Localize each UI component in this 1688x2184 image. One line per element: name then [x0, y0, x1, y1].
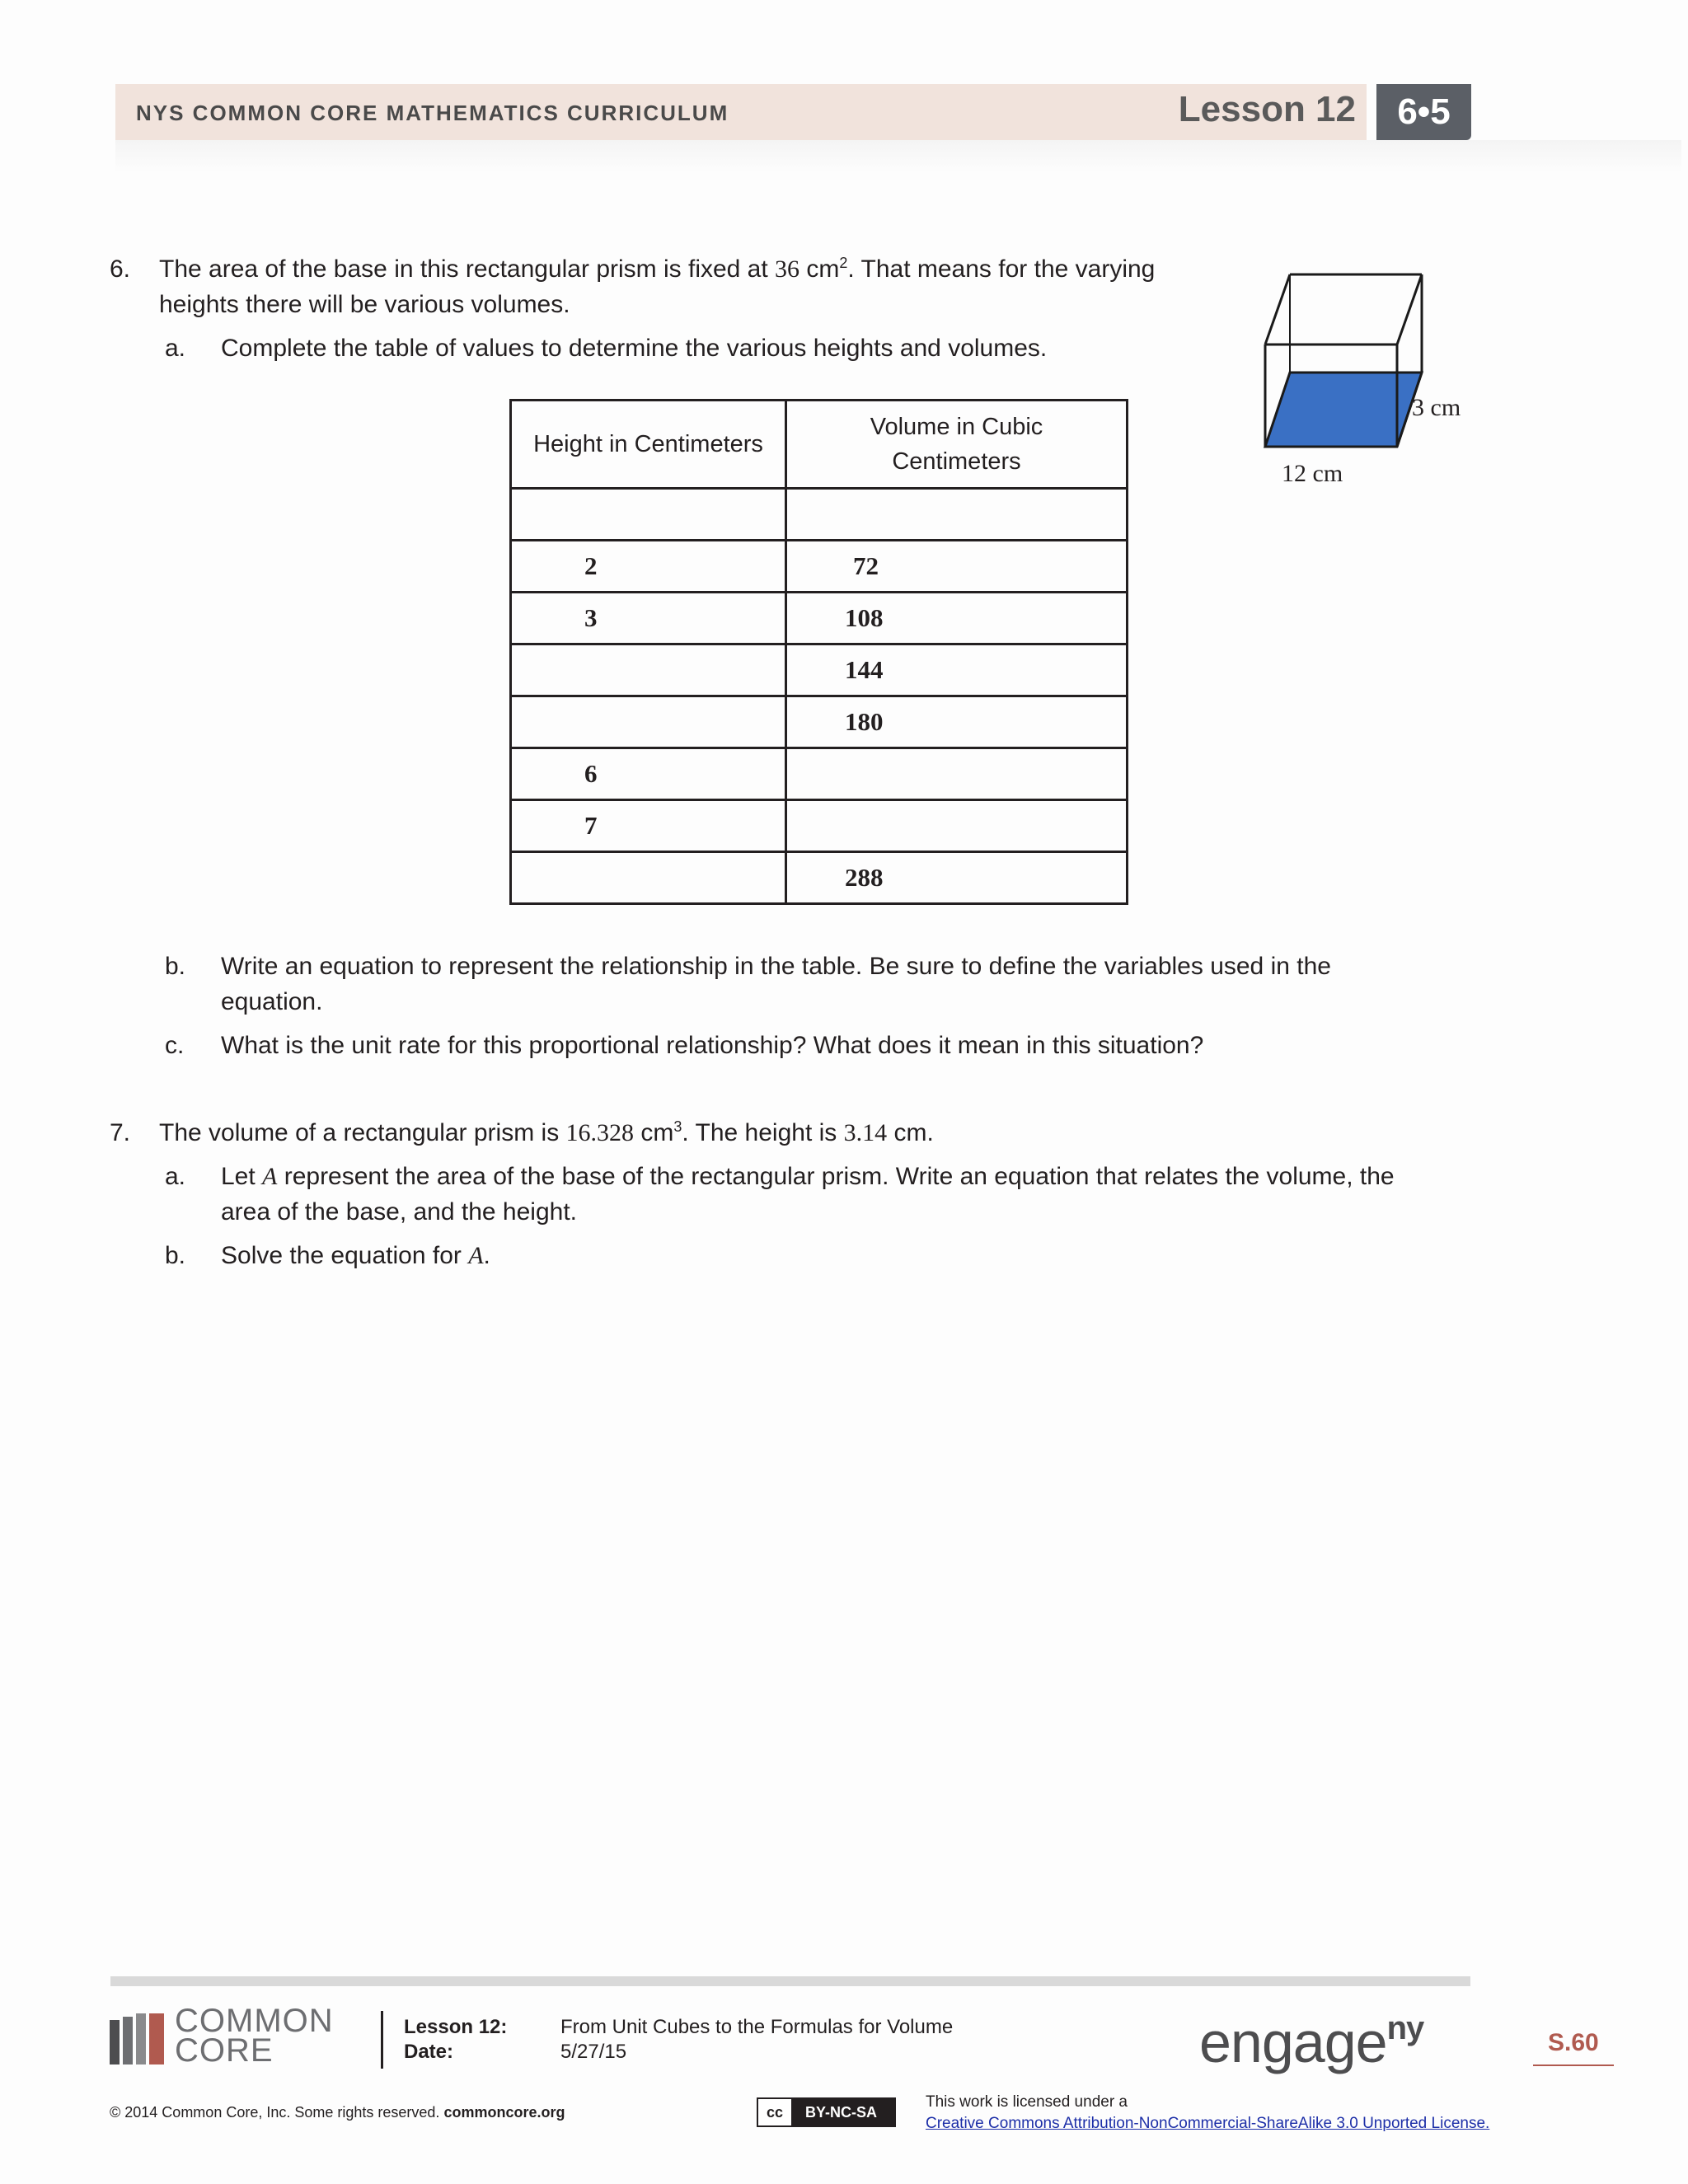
volume-cell: 144 [786, 644, 1128, 696]
q7-number: 7. [110, 1119, 131, 1146]
height-cell[interactable] [511, 696, 786, 748]
height-cell[interactable] [511, 852, 786, 904]
values-table [509, 399, 1128, 905]
height-cell: 3 [511, 593, 786, 644]
height-cell[interactable] [511, 489, 786, 541]
q6-line1: The area of the base in this rectangular prism is fixed at 36 $cm^2$. That means for the varying [159, 255, 1156, 283]
q7b-label: b. [165, 1242, 186, 1269]
q6-number: 6. [110, 255, 131, 283]
q6a-label: a. [165, 335, 186, 362]
table-header-height: Height in Centimeters [511, 401, 786, 489]
table-header-row [511, 401, 1128, 489]
footer-date-value: 5/27/15 [560, 2041, 627, 2063]
table-row [511, 748, 1128, 800]
q7-line1: The volume of a rectangular prism is 16.328 $cm^3$. The height is 3.14 cm. [159, 1118, 934, 1146]
cc-icon: cc [758, 2099, 793, 2125]
volume-cell: 288 [786, 852, 1128, 904]
q6a-text: Complete the table of values to determine the various heights and volumes. [221, 335, 1048, 362]
q7a-line2: area of the base, and the height. [221, 1198, 577, 1226]
grade-module-badge: 6•5 [1376, 84, 1471, 140]
page-number-underline [1533, 2064, 1614, 2066]
volume-cell[interactable] [786, 800, 1128, 852]
table-row [511, 489, 1128, 541]
q7b-text: Solve the equation for A. [221, 1242, 490, 1269]
q6b-line2: equation. [221, 988, 323, 1015]
footer-rule [110, 1976, 1470, 1986]
footer-lesson-label: Lesson 12: [404, 2016, 508, 2038]
copyright-text: © 2014 Common Core, Inc. Some rights reserved. commoncore.org [110, 2104, 565, 2121]
common-core-logo-icon [110, 2013, 169, 2064]
volume-cell[interactable] [786, 489, 1128, 541]
volume-cell: 180 [786, 696, 1128, 748]
table-row [511, 593, 1128, 644]
height-cell: 2 [511, 541, 786, 593]
curriculum-title: NYS COMMON CORE MATHEMATICS CURRICULUM [136, 101, 729, 125]
q6b-line1: Write an equation to represent the relationship in the table. Be sure to define the variables used in the [221, 953, 1331, 980]
volume-cell[interactable] [786, 748, 1128, 800]
table-row [511, 852, 1128, 904]
height-cell[interactable] [511, 644, 786, 696]
footer-divider [381, 2011, 383, 2069]
table-row [511, 696, 1128, 748]
q6b-label: b. [165, 953, 186, 980]
license-text: This work is licensed under a [926, 2093, 1128, 2111]
figure-width-label: 12 cm [1282, 460, 1343, 487]
license-link[interactable]: Creative Commons Attribution-NonCommercial-ShareAlike 3.0 Unported License. [926, 2115, 1490, 2132]
cc-license-badge[interactable]: cc BY-NC-SA [757, 2097, 896, 2127]
page-number: S.60 [1548, 2029, 1599, 2056]
footer-date-label: Date: [404, 2041, 454, 2063]
volume-cell: 108 [786, 593, 1128, 644]
q7a-line1: Let A represent the area of the base of the rectangular prism. Write an equation that relates the volume, the [221, 1163, 1395, 1190]
q7a-label: a. [165, 1163, 186, 1190]
q6c-text: What is the unit rate for this proportional relationship? What does it mean in this situation? [221, 1032, 1204, 1059]
footer-lesson-title: From Unit Cubes to the Formulas for Volume [560, 2016, 954, 2038]
height-cell: 7 [511, 800, 786, 852]
height-cell: 6 [511, 748, 786, 800]
common-core-logo-text: COMMON CORE [175, 2003, 334, 2069]
lesson-title: Lesson 12 [1178, 89, 1356, 129]
engageny-logo: engage$^{ny}$ [1199, 2010, 1424, 2074]
table-row [511, 541, 1128, 593]
q6c-label: c. [165, 1032, 185, 1059]
table-row [511, 644, 1128, 696]
table-header-volume: Volume in Cubic Centimeters [786, 401, 1128, 489]
table-row [511, 800, 1128, 852]
volume-cell: 72 [786, 541, 1128, 593]
q6-line2: heights there will be various volumes. [159, 291, 570, 318]
figure-depth-label: 3 cm [1412, 394, 1461, 421]
header-shadow [115, 140, 1681, 173]
